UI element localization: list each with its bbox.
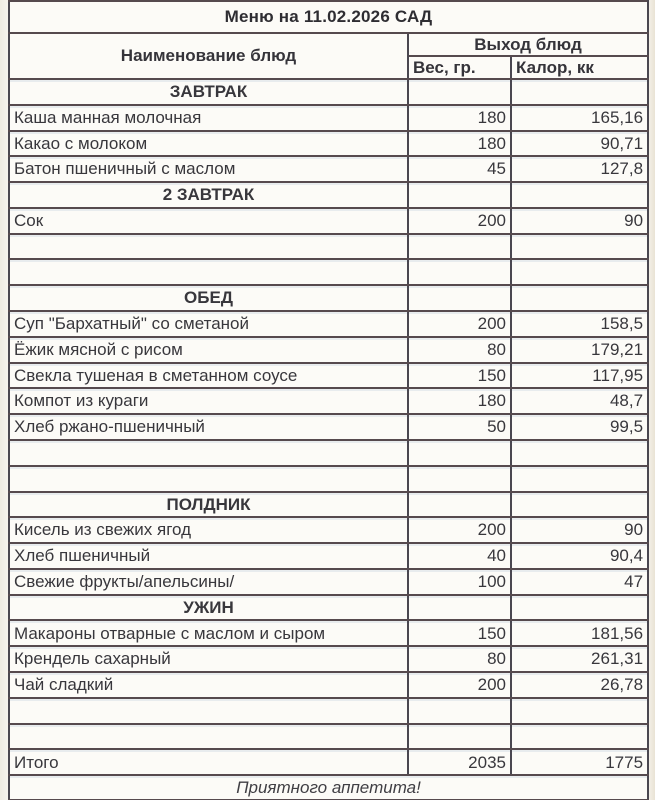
table-row [9, 208, 648, 234]
calories-cell [511, 285, 648, 311]
section-row [9, 79, 648, 105]
dish-name-cell: Хлеб ржано-пшеничный [9, 414, 408, 440]
table-row [9, 311, 648, 337]
calories-cell: 90,71 [511, 131, 648, 157]
calories-cell: 48,7 [511, 388, 648, 414]
weight-cell: 45 [408, 156, 511, 182]
dish-name-cell: Свекла тушеная в сметанном соусе [9, 363, 408, 389]
calories-cell [511, 259, 648, 285]
dish-name-cell: Итого [9, 749, 408, 775]
bon-appetit-footer: Приятного аппетита! [9, 775, 648, 800]
calories-cell [511, 79, 648, 105]
table-row [9, 517, 648, 543]
weight-cell [408, 234, 511, 260]
table-row [9, 672, 648, 698]
calories-cell: 127,8 [511, 156, 648, 182]
table-row [9, 105, 648, 131]
column-header-name: Наименование блюд [9, 33, 408, 79]
dish-name-cell: ЗАВТРАК [9, 79, 408, 105]
calories-cell [511, 595, 648, 621]
weight-cell: 180 [408, 388, 511, 414]
table-row [9, 388, 648, 414]
calories-cell: 1775 [511, 749, 648, 775]
dish-name-cell: Хлеб пшеничный [9, 543, 408, 569]
total-row [9, 749, 648, 775]
weight-cell: 180 [408, 131, 511, 157]
table-row [9, 543, 648, 569]
dish-name-cell: 2 ЗАВТРАК [9, 182, 408, 208]
weight-cell: 200 [408, 208, 511, 234]
calories-cell [511, 724, 648, 750]
column-header-calories: Калор, кк [511, 56, 648, 79]
empty-row [9, 698, 648, 724]
section-row [9, 182, 648, 208]
weight-cell: 200 [408, 672, 511, 698]
weight-cell: 150 [408, 620, 511, 646]
calories-cell [511, 234, 648, 260]
calories-cell: 90 [511, 208, 648, 234]
header-row-1 [9, 33, 648, 56]
calories-cell [511, 440, 648, 466]
weight-cell: 80 [408, 646, 511, 672]
weight-cell [408, 595, 511, 621]
dish-name-cell [9, 466, 408, 492]
dish-name-cell [9, 234, 408, 260]
weight-cell: 200 [408, 517, 511, 543]
weight-cell: 50 [408, 414, 511, 440]
title-row [9, 1, 648, 33]
weight-cell [408, 285, 511, 311]
menu-table-footer [9, 775, 648, 800]
column-header-output-group: Выход блюд [408, 33, 648, 56]
empty-row [9, 440, 648, 466]
table-row [9, 337, 648, 363]
weight-cell [408, 698, 511, 724]
dish-name-cell [9, 698, 408, 724]
calories-cell [511, 466, 648, 492]
footer-row [9, 775, 648, 800]
empty-row [9, 259, 648, 285]
calories-cell: 90,4 [511, 543, 648, 569]
dish-name-cell: Какао с молоком [9, 131, 408, 157]
table-row [9, 620, 648, 646]
dish-name-cell [9, 724, 408, 750]
dish-name-cell: Крендель сахарный [9, 646, 408, 672]
weight-cell [408, 724, 511, 750]
table-row [9, 646, 648, 672]
weight-cell: 180 [408, 105, 511, 131]
menu-table [8, 0, 649, 800]
dish-name-cell: Сок [9, 208, 408, 234]
weight-cell: 100 [408, 569, 511, 595]
dish-name-cell: Батон пшеничный с маслом [9, 156, 408, 182]
weight-cell: 200 [408, 311, 511, 337]
table-row [9, 414, 648, 440]
weight-cell: 80 [408, 337, 511, 363]
calories-cell: 99,5 [511, 414, 648, 440]
calories-cell: 165,16 [511, 105, 648, 131]
dish-name-cell: ОБЕД [9, 285, 408, 311]
weight-cell: 2035 [408, 749, 511, 775]
dish-name-cell: Суп "Бархатный" со сметаной [9, 311, 408, 337]
calories-cell [511, 492, 648, 518]
dish-name-cell: ПОЛДНИК [9, 492, 408, 518]
dish-name-cell: Кисель из свежих ягод [9, 517, 408, 543]
empty-row [9, 724, 648, 750]
calories-cell: 117,95 [511, 363, 648, 389]
dish-name-cell [9, 440, 408, 466]
calories-cell [511, 182, 648, 208]
menu-table-body [9, 79, 648, 775]
calories-cell: 158,5 [511, 311, 648, 337]
weight-cell [408, 440, 511, 466]
weight-cell: 40 [408, 543, 511, 569]
dish-name-cell [9, 259, 408, 285]
empty-row [9, 466, 648, 492]
weight-cell [408, 492, 511, 518]
table-row [9, 131, 648, 157]
calories-cell: 26,78 [511, 672, 648, 698]
weight-cell [408, 259, 511, 285]
column-header-weight: Вес, гр. [408, 56, 511, 79]
page-title: Меню на 11.02.2026 САД [9, 1, 648, 33]
table-row [9, 363, 648, 389]
section-row [9, 285, 648, 311]
section-row [9, 595, 648, 621]
menu-table-header [9, 1, 648, 79]
calories-cell: 90 [511, 517, 648, 543]
calories-cell [511, 698, 648, 724]
weight-cell [408, 182, 511, 208]
dish-name-cell: Свежие фрукты/апельсины/ [9, 569, 408, 595]
calories-cell: 47 [511, 569, 648, 595]
weight-cell [408, 466, 511, 492]
table-row [9, 569, 648, 595]
section-row [9, 492, 648, 518]
dish-name-cell: УЖИН [9, 595, 408, 621]
dish-name-cell: Чай сладкий [9, 672, 408, 698]
calories-cell: 261,31 [511, 646, 648, 672]
dish-name-cell: Каша манная молочная [9, 105, 408, 131]
calories-cell: 181,56 [511, 620, 648, 646]
empty-row [9, 234, 648, 260]
dish-name-cell: Компот из кураги [9, 388, 408, 414]
dish-name-cell: Ёжик мясной с рисом [9, 337, 408, 363]
dish-name-cell: Макароны отварные с маслом и сыром [9, 620, 408, 646]
weight-cell [408, 79, 511, 105]
calories-cell: 179,21 [511, 337, 648, 363]
table-row [9, 156, 648, 182]
weight-cell: 150 [408, 363, 511, 389]
